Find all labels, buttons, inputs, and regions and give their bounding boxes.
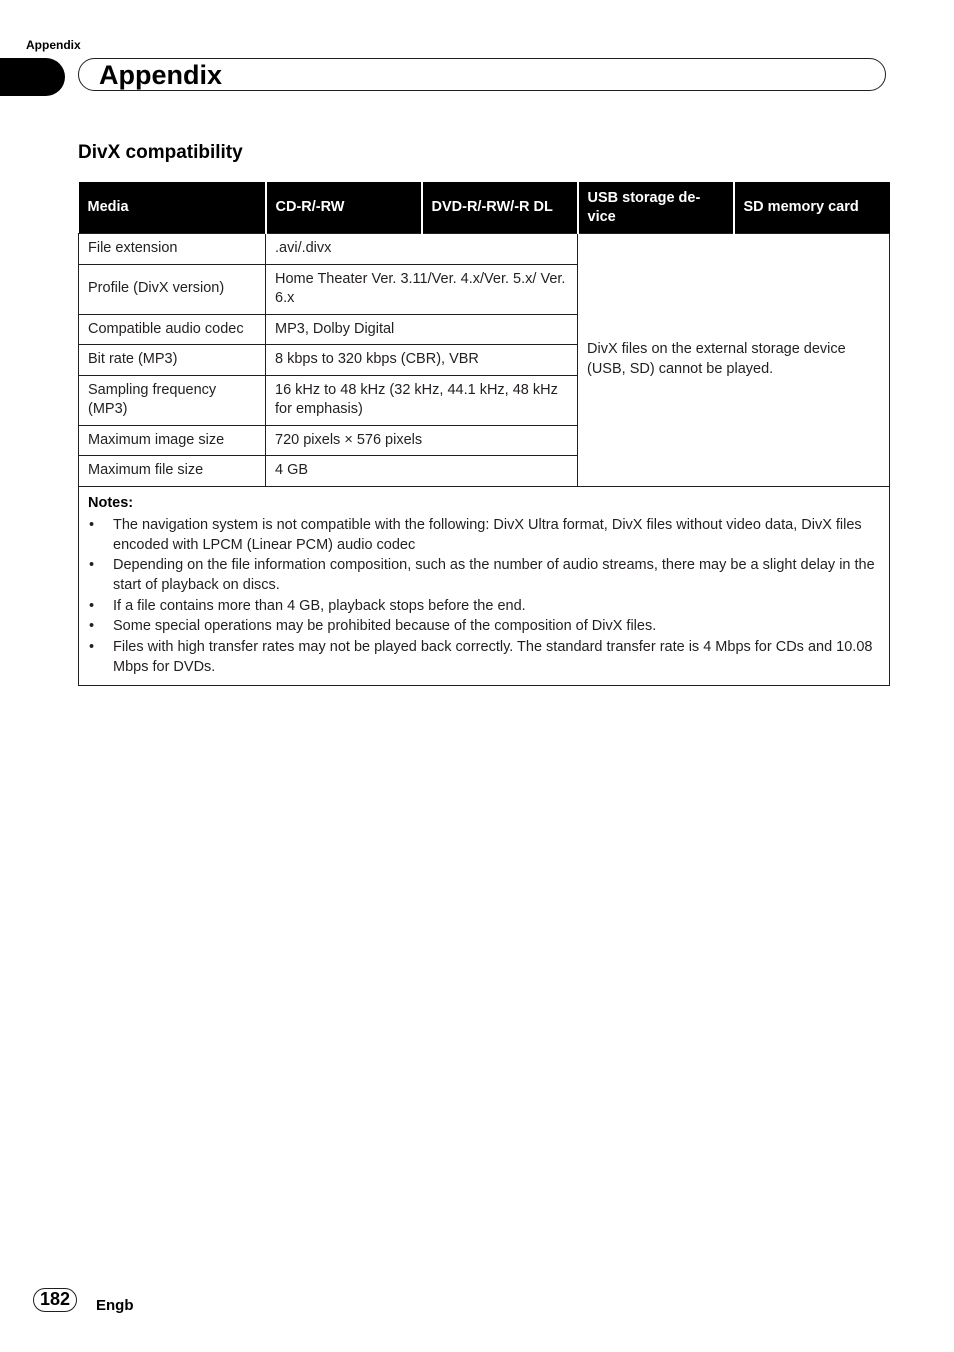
row-label: Bit rate (MP3) [79, 345, 266, 376]
row-value: Home Theater Ver. 3.11/Ver. 4.x/Ver. 5.x/ Ver. 6.x [266, 264, 578, 314]
divx-compatibility-table [78, 182, 890, 686]
bullet-icon: • [89, 638, 95, 655]
row-value: 8 kbps to 320 kbps (CBR), VBR [266, 345, 578, 376]
header-cd: CD-R/-RW [266, 182, 422, 234]
notes-row [79, 486, 890, 686]
note-text: If a file contains more than 4 GB, playback stops before the end. [113, 597, 526, 614]
table-header-row [79, 182, 890, 234]
chapter-tab-marker [0, 58, 65, 96]
row-label: Maximum image size [79, 425, 266, 456]
note-text: Some special operations may be prohibited because of the composition of DivX files. [113, 618, 657, 634]
row-label: Compatible audio codec [79, 314, 266, 345]
row-label: File extension [79, 234, 266, 265]
header-usb: USB storage de-vice [578, 182, 734, 234]
storage-note: DivX files on the external storage device (USB, SD) cannot be played. [578, 234, 890, 487]
bullet-icon: • [89, 618, 95, 634]
note-text: Files with high transfer rates may not be played back correctly. The standard transfer rate is 4 Mbps for CDs and 10.08 Mbps for DVDs. [113, 638, 873, 675]
row-value: 4 GB [266, 456, 578, 487]
table-row [79, 234, 890, 265]
row-label: Profile (DivX version) [79, 264, 266, 314]
section-heading: DivX compatibility [78, 142, 243, 163]
row-value: 720 pixels × 576 pixels [266, 425, 578, 456]
running-head: Appendix [26, 38, 81, 52]
row-label: Sampling frequency (MP3) [79, 375, 266, 425]
notes-title: Notes: [88, 494, 134, 511]
list-item [88, 616, 880, 636]
list-item [88, 555, 880, 595]
notes-cell [79, 486, 890, 686]
row-value: .avi/.divx [266, 234, 578, 265]
header-sd: SD memory card [734, 182, 890, 234]
bullet-icon: • [89, 557, 95, 573]
note-text: Depending on the file information composition, such as the number of audio streams, there may be a slight delay in the start of playback on discs. [113, 557, 875, 593]
chapter-title: Appendix [99, 60, 223, 90]
list-item [88, 637, 880, 677]
chapter-title-box [78, 58, 886, 91]
list-item [88, 596, 880, 616]
header-dvd: DVD-R/-RW/-R DL [422, 182, 578, 234]
bullet-icon: • [89, 597, 95, 614]
row-value: 16 kHz to 48 kHz (32 kHz, 44.1 kHz, 48 kHz for emphasis) [266, 375, 578, 425]
language-code: Engb [96, 1297, 134, 1314]
page-number: 182 [33, 1288, 77, 1312]
row-value: MP3, Dolby Digital [266, 314, 578, 345]
header-media: Media [79, 182, 266, 234]
notes-list [88, 515, 880, 677]
bullet-icon: • [89, 516, 95, 533]
row-label: Maximum file size [79, 456, 266, 487]
list-item [88, 515, 880, 555]
note-text: The navigation system is not compatible with the following: DivX Ultra format, DivX files without video data, DivX files encoded with LPCM (Linear PCM) audio codec [113, 516, 862, 553]
